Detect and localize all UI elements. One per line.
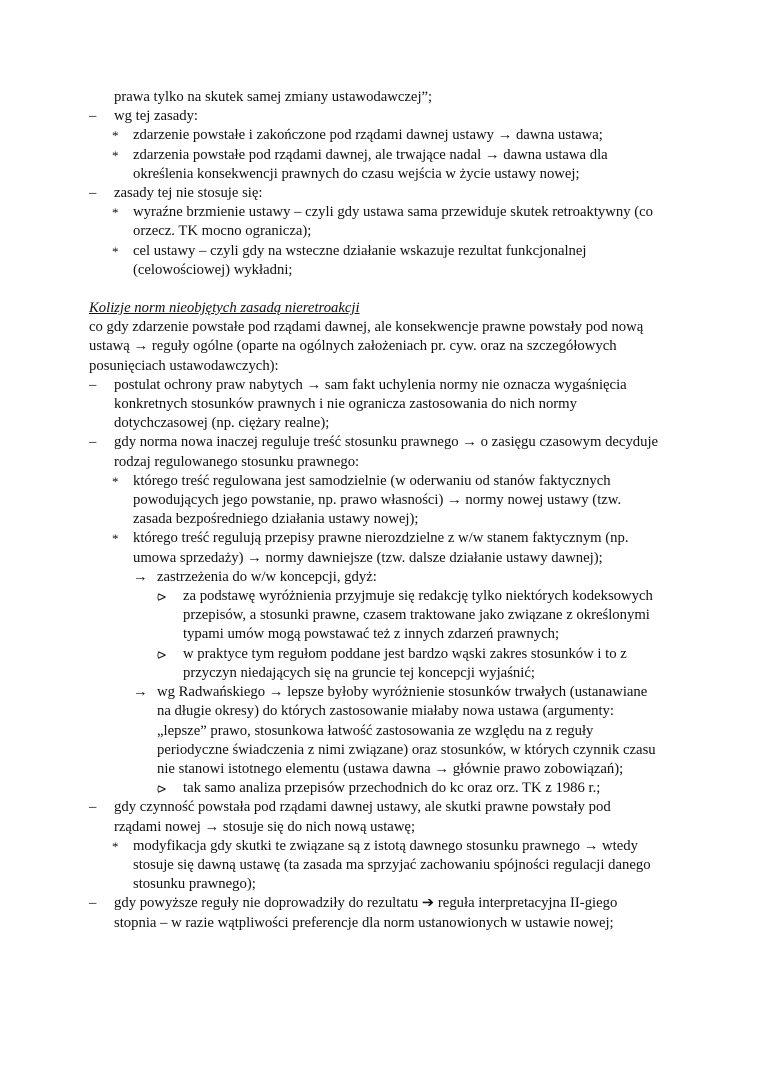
list-item-text: za podstawę wyróżnienia przyjmuje się redakcję tylko niektórych kodeksowych przepisów, a stosunki prawne, czasem traktowane jako związane z określonymi typami umów mogą powstawać też z innych zdarzeń prawnych; xyxy=(183,588,653,643)
list-item-text: modyfikacja gdy skutki te związane są z istotą dawnego stosunku prawnego → wtedy stosuje się dawną ustawę (ta zasada ma sprzyjać zachowaniu spójności regulacji danego stosunku prawnego); xyxy=(133,837,651,893)
section-heading: Kolizje norm nieobjętych zasadą nieretroakcji xyxy=(89,300,360,317)
document-body xyxy=(89,88,661,933)
dash-bullet: – xyxy=(89,376,97,393)
list-item-text: wg Radwańskiego → lepsze byłoby wyróżnienie stosunków trwałych (ustanawiane na długie okresy) do których zastosowanie miałaby nowa ustawa (argumenty: „lepsze” prawo, stosunkowa łatwość zastosowania ze względu na z reguły periodyczne świadczenia z nimi związane) oraz stosunków, w których czynnik czasu nie stanowi istotnego elementu (ustawa dawna → głównie prawo zobowiązań); xyxy=(157,684,656,777)
list-item-text: gdy czynność powstała pod rządami dawnej ustawy, ale skutki prawne powstały pod rządami nowej → stosuje się do nich nową ustawę; xyxy=(114,799,611,835)
intro-paragraph: co gdy zdarzenie powstałe pod rządami dawnej, ale konsekwencje prawne powstały pod nową ustawą → reguły ogólne (oparte na ogólnych założeniach pr. cyw. oraz na szczegółowych posunięciach ustawodawczych): xyxy=(89,319,644,374)
list-item xyxy=(89,184,661,203)
list-item-text: zdarzenie powstałe i zakończone pod rządami dawnej ustawy → dawna ustawa; xyxy=(133,127,603,144)
list-item xyxy=(89,568,661,587)
dash-bullet: – xyxy=(89,185,97,202)
list-item-text: wyraźne brzmienie ustawy – czyli gdy ustawa sama przewiduje skutek retroaktywny (co orzecz. TK mocno ogranicza); xyxy=(133,204,654,240)
list-item xyxy=(89,433,661,471)
pointing-hand-icon: ⪧ xyxy=(157,780,167,798)
paragraph-continuation: prawa tylko na skutek samej zmiany ustawodawczej”; xyxy=(114,89,433,105)
list-item-text: wg tej zasady: xyxy=(114,108,199,125)
arrow-bullet: → xyxy=(133,568,148,585)
star-bullet: * xyxy=(112,147,119,163)
list-item xyxy=(89,683,661,779)
list-item xyxy=(89,472,661,530)
list-item-text: zastrzeżenia do w/w koncepcji, gdyż: xyxy=(157,568,377,585)
dash-bullet: – xyxy=(89,895,97,912)
list-item xyxy=(89,376,661,434)
list-item xyxy=(89,107,661,126)
dash-bullet: – xyxy=(89,108,97,125)
dash-bullet: – xyxy=(89,434,97,451)
list-item xyxy=(89,529,661,567)
list-item xyxy=(89,587,661,645)
list-item-text: gdy norma nowa inaczej reguluje treść stosunku prawnego → o zasięgu czasowym decyduje rodzaj regulowanego stosunku prawnego: xyxy=(114,434,659,470)
star-bullet: * xyxy=(112,473,119,489)
star-bullet: * xyxy=(112,838,119,854)
pointing-hand-icon: ⪧ xyxy=(157,588,167,606)
list-item-text: którego treść regulują przepisy prawne nierozdzielne z w/w stanem faktycznym (np. umowa sprzedaży) → normy dawniejsze (tzw. dalsze działanie ustawy dawnej); xyxy=(133,530,629,566)
list-item xyxy=(89,645,661,683)
list-item-text: tak samo analiza przepisów przechodnich do kc oraz orz. TK z 1986 r.; xyxy=(183,780,601,797)
list-item xyxy=(89,126,661,145)
star-bullet: * xyxy=(112,243,119,259)
list-item xyxy=(89,203,661,241)
list-item xyxy=(89,146,661,184)
list-item-text: w praktyce tym regułom poddane jest bardzo wąski zakres stosunków i to z przyczyn niedających się na gruncie tej koncepcji wyjaśnić; xyxy=(183,645,627,681)
list-item-text: zasady tej nie stosuje się: xyxy=(114,185,263,202)
list-item xyxy=(89,837,661,895)
list-item-text: postulat ochrony praw nabytych → sam fakt uchylenia normy nie oznacza wygaśnięcia konkretnych stosunków prawnych i nie ogranicza zastosowania do nich normy dotychczasowej (np. ciężary realne); xyxy=(114,376,627,432)
star-bullet: * xyxy=(112,128,119,144)
arrow-bullet: → xyxy=(133,684,148,701)
star-bullet: * xyxy=(112,531,119,547)
list-item xyxy=(89,242,661,280)
list-item xyxy=(89,779,661,798)
dash-bullet: – xyxy=(89,799,97,816)
pointing-hand-icon: ⪧ xyxy=(157,645,167,663)
list-item xyxy=(89,894,661,932)
list-item-text: gdy powyższe reguły nie doprowadziły do rezultatu ➔ reguła interpretacyjna II-giego stopnia – w razie wątpliwości preferencje dla norm ustanowionych w ustawie nowej; xyxy=(114,895,618,931)
list-item-text: cel ustawy – czyli gdy na wsteczne działanie wskazuje rezultat funkcjonalnej (celowościowej) wykładni; xyxy=(133,242,587,278)
list-item-text: którego treść regulowana jest samodzielnie (w oderwaniu od stanów faktycznych powodujących jego powstanie, np. prawo własności) → normy nowej ustawy (tzw. zasada bezpośredniego działania ustawy nowej); xyxy=(133,472,622,528)
list-item xyxy=(89,798,661,836)
star-bullet: * xyxy=(112,205,119,221)
list-item-text: zdarzenia powstałe pod rządami dawnej, ale trwające nadal → dawna ustawa dla określenia konsekwencji prawnych do czasu wejścia w życie ustawy nowej; xyxy=(133,146,608,182)
